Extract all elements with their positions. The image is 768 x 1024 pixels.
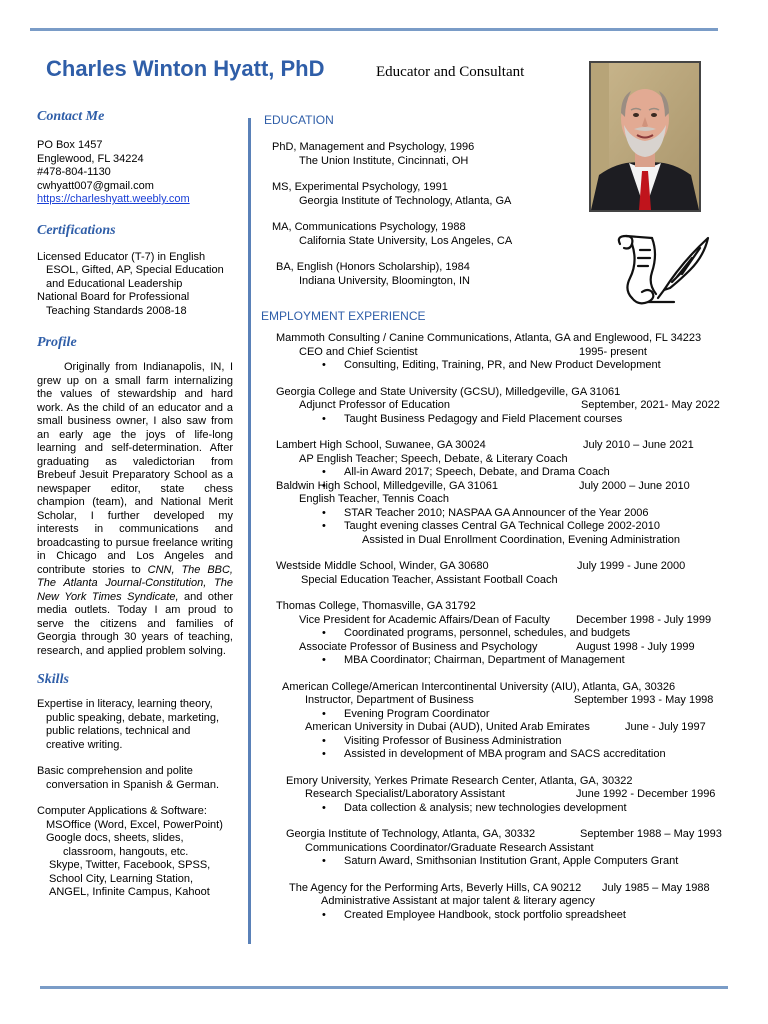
profile-text-end: and other media outlets. Today I am proud to serve the citizens and families of Georgia through 30 years of teaching, research, and applied problem solving.	[37, 590, 233, 657]
job-org: The Agency for the Performing Arts, Beverly Hills, CA 90212	[289, 881, 582, 894]
job-bullet-text: • Visiting Professor of Business Administration	[344, 735, 561, 747]
skills-line: creative writing.	[46, 738, 123, 751]
education-item	[272, 221, 738, 248]
skills-line: conversation in Spanish & German.	[46, 778, 220, 791]
skills-line: School City, Learning Station,	[49, 872, 194, 885]
job-entry	[282, 681, 738, 762]
job-org: Thomas College, Thomasville, GA 31792	[276, 600, 476, 612]
page-subtitle: Educator and Consultant	[376, 64, 525, 80]
contact-address-line2: Englewood, FL 34224	[37, 152, 144, 165]
job-org-row	[276, 560, 738, 574]
job-title-row	[276, 641, 738, 655]
skills-line: MSOffice (Word, Excel, PowerPoint)	[46, 818, 223, 831]
job-bullet	[276, 520, 738, 534]
job-org: Emory University, Yerkes Primate Research Center, Atlanta, GA, 30322	[286, 774, 633, 787]
skills-line: public speaking, debate, marketing,	[46, 711, 220, 724]
job-entry	[286, 828, 738, 869]
profile-text-media: CNN, The BBC, The Atlanta Journal-Constitution, The New York Times Syndicate,	[37, 563, 233, 603]
skills-line: Expertise in literacy, learning theory,	[37, 698, 213, 710]
job-title-row	[282, 721, 738, 735]
job-bullet	[286, 855, 738, 869]
job-bullet	[276, 654, 738, 668]
job-dates: 1995- present	[579, 345, 647, 358]
employment-heading: EMPLOYMENT EXPERIENCE	[261, 309, 426, 323]
job-bullet	[276, 627, 738, 641]
right-column	[258, 112, 738, 922]
job-org: Lambert High School, Suwanee, GA 30024	[276, 439, 486, 451]
contact-phone: #478-804-1130	[37, 166, 111, 178]
job-org: Georgia College and State University (GCSU), Milledgeville, GA 31061	[276, 385, 621, 398]
education-degree: BA, English (Honors Scholarship), 1984	[276, 261, 470, 273]
cert-line: Teaching Standards 2008-18	[46, 304, 187, 317]
job-bullet-text: • Evening Program Coordinator	[344, 708, 490, 720]
job-bullet	[276, 507, 738, 521]
education-item	[272, 141, 738, 168]
job-title: Research Specialist/Laboratory Assistant	[305, 788, 505, 800]
job-entry	[289, 882, 738, 923]
job-title: CEO and Chief Scientist	[299, 345, 418, 358]
job-dates: August 1998 - July 1999	[576, 640, 695, 653]
skills-line: public relations, technical and	[46, 725, 191, 737]
education-school: Indiana University, Bloomington, IN	[299, 274, 470, 287]
job-org-row	[276, 439, 738, 453]
job-title: Communications Coordinator/Graduate Research Assistant	[305, 841, 594, 854]
job-bullet-text: • Consulting, Editing, Training, PR, and New Product Development	[344, 359, 661, 371]
job-entry	[276, 439, 738, 480]
job-title: Special Education Teacher, Assistant Football Coach	[301, 573, 558, 586]
job-dates: September 1993 - May 1998	[574, 694, 714, 706]
job-entry	[276, 560, 738, 587]
job-title-row	[276, 346, 738, 360]
page-title: Charles Winton Hyatt, PhD	[46, 56, 325, 81]
job-bullet	[276, 466, 738, 480]
job-title-row	[276, 614, 738, 628]
job-bullet-text: • Saturn Award, Smithsonian Institution Grant, Apple Computers Grant	[344, 855, 678, 867]
job-detail: Assisted in Dual Enrollment Coordination, Evening Administration	[362, 533, 680, 546]
profile-text-start: Originally from Indianapolis, IN, I grew up on a small farm internalizing the values of stewardship and hard work. As the child of an educator and a small business owner, I also saw from an early age the joys of life-long learning and self-determination. After graduating as valedictorian from Brebeuf Jesuit Preparatory School as a newspaper editor, state chess champion (team), and National Merit Scholar, I further developed my interests in communications and broadcasting to pursue freelance writing in Chicago and Los Angeles and contribute stories to	[37, 361, 233, 576]
education-school: California State University, Los Angeles, CA	[299, 234, 513, 247]
job-title: Administrative Assistant at major talent & literary agency	[321, 895, 595, 907]
job-bullet	[276, 413, 738, 427]
profile-text	[37, 361, 233, 658]
job-bullet-text: • Created Employee Handbook, stock portfolio spreadsheet	[344, 909, 626, 921]
job-entry	[286, 775, 738, 816]
skills-line: Google docs, sheets, slides,	[46, 832, 184, 844]
job-org: Georgia Institute of Technology, Atlanta, GA, 30332	[286, 828, 536, 840]
skills-heading: Skills	[37, 672, 69, 687]
job-dates: December 1998 - July 1999	[576, 613, 712, 626]
job-bullet-text: • STAR Teacher 2010; NASPAA GA Announcer of the Year 2006	[344, 507, 649, 519]
education-school: The Union Institute, Cincinnati, OH	[299, 154, 469, 167]
job-title: American University in Dubai (AUD), United Arab Emirates	[305, 721, 590, 733]
cert-line: Licensed Educator (T-7) in English	[37, 250, 206, 263]
website-link[interactable]: https://charleshyatt.weebly.com	[37, 193, 190, 205]
job-bullet	[282, 735, 738, 749]
job-dates: July 2010 – June 2021	[583, 439, 694, 451]
job-bullet-text: • Taught Business Pedagogy and Field Placement courses	[344, 413, 622, 425]
left-column	[37, 108, 233, 900]
job-bullet	[276, 359, 738, 373]
job-dates: June - July 1997	[625, 721, 706, 733]
job-org: Westside Middle School, Winder, GA 30680	[276, 560, 489, 572]
job-entry	[276, 386, 738, 427]
cert-line: National Board for Professional	[37, 291, 190, 303]
job-bullet-text: • Taught evening classes Central GA Technical College 2002-2010	[344, 520, 660, 532]
job-entry	[276, 480, 738, 548]
job-title: English Teacher, Tennis Coach	[299, 493, 450, 505]
job-bullet	[282, 748, 738, 762]
skills-line: ANGEL, Infinite Campus, Kahoot	[49, 886, 210, 898]
job-dates: July 1985 – May 1988	[602, 881, 710, 894]
job-dates: September 1988 – May 1993	[580, 828, 722, 840]
bottom-rule	[40, 986, 728, 989]
job-bullet-text: • Assisted in development of MBA program and SACS accreditation	[344, 748, 666, 760]
contact-address-line1: PO Box 1457	[37, 139, 103, 151]
job-org-row	[286, 828, 738, 842]
cert-line: and Educational Leadership	[46, 277, 183, 290]
job-bullet	[286, 802, 738, 816]
job-title-row	[282, 694, 738, 708]
job-dates: July 1999 - June 2000	[577, 560, 686, 572]
job-title: Vice President for Academic Affairs/Dean of Faculty	[299, 613, 550, 626]
job-org: Mammoth Consulting / Canine Communications, Atlanta, GA and Englewood, FL 34223	[276, 332, 702, 344]
contact-email: cwhyatt007@gmail.com	[37, 179, 154, 192]
job-title: AP English Teacher; Speech, Debate, & Literary Coach	[299, 452, 568, 465]
job-dates: September, 2021- May 2022	[581, 399, 720, 411]
education-school: Georgia Institute of Technology, Atlanta, GA	[299, 194, 512, 207]
skills-line: Skype, Twitter, Facebook, SPSS,	[49, 859, 211, 871]
job-bullet-text: • Data collection & analysis; new technologies development	[344, 802, 627, 814]
job-title: Instructor, Department of Business	[305, 694, 474, 706]
job-entry	[276, 332, 738, 373]
job-bullet	[289, 909, 738, 923]
contact-heading: Contact Me	[37, 109, 105, 124]
education-heading: EDUCATION	[264, 113, 334, 127]
certifications-heading: Certifications	[37, 222, 116, 238]
job-bullet-text: • All-in Award 2017; Speech, Debate, and Drama Coach	[344, 466, 610, 478]
job-title-row	[286, 788, 738, 802]
skills-line: Computer Applications & Software:	[37, 805, 207, 817]
education-degree: MA, Communications Psychology, 1988	[272, 221, 466, 233]
job-bullet-text: • MBA Coordinator; Chairman, Department of Management	[344, 654, 625, 666]
cert-line: ESOL, Gifted, AP, Special Education	[46, 264, 224, 276]
job-title-row	[276, 399, 738, 413]
job-title: Associate Professor of Business and Psychology	[299, 640, 538, 653]
job-entry	[276, 600, 738, 668]
education-degree: MS, Experimental Psychology, 1991	[272, 181, 448, 193]
job-bullet-text: • Coordinated programs, personnel, schedules, and budgets	[344, 627, 630, 639]
job-org-row	[276, 480, 738, 494]
education-item	[276, 261, 738, 288]
job-dates: July 2000 – June 2010	[579, 479, 690, 492]
column-divider	[248, 118, 251, 944]
skills-line: Basic comprehension and polite	[37, 765, 193, 777]
profile-heading: Profile	[37, 335, 77, 350]
education-degree: PhD, Management and Psychology, 1996	[272, 141, 475, 153]
job-org-row	[289, 882, 738, 896]
education-item	[272, 181, 738, 208]
job-org: Baldwin High School, Milledgeville, GA 31061	[276, 479, 498, 492]
skills-line: classroom, hangouts, etc.	[63, 845, 189, 858]
job-bullet	[282, 708, 738, 722]
job-org: American College/American Intercontinental University (AIU), Atlanta, GA, 30326	[282, 680, 676, 693]
top-rule	[30, 28, 718, 31]
job-dates: June 1992 - December 1996	[576, 788, 716, 800]
job-title: Adjunct Professor of Education	[299, 399, 451, 411]
